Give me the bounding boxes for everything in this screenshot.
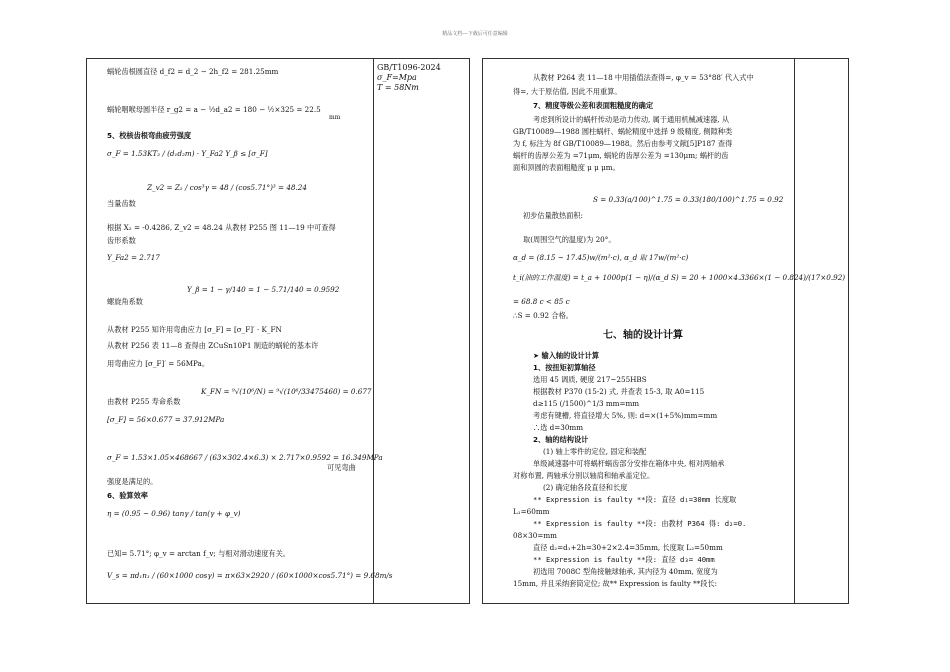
- formula: S = 0.33(a/100)^1.75 = 0.33(180/100)^1.75 = 0.92: [593, 195, 784, 204]
- text-line: 对称布置, 两轴承分别以轴肩和轴承盖定位。: [513, 471, 655, 480]
- text-line: 蜗轮齿根圆直径 d_f2 = d_2 − 2h_f2 = 281.25mm: [107, 67, 279, 76]
- formula: σ_F = 1.53×1.05×468667 / (63×302.4×6.3) × 2.717×0.9592 = 16.349MPa: [107, 453, 383, 462]
- text-line: 考虑有键槽, 将直径增大 5%, 则: d=×(1+5%)mm=mm: [533, 411, 718, 420]
- right-page: [482, 58, 849, 604]
- section-heading: 6、验算效率: [107, 491, 148, 500]
- side-notes: [377, 63, 467, 93]
- text-line: d≥115 (/1500)^1/3 mm=mm: [533, 399, 640, 408]
- formula: t_i(油的工作温度) = t_a + 1000p(1 − η)/(α_d S) = 20 + 1000×4.3366×(1 − 0.824)/(17×0.92): [513, 273, 846, 282]
- text-line: 初步估量散热面积:: [523, 211, 583, 220]
- page-header: 精品文档---下载后可任意编辑: [442, 31, 508, 37]
- text-line: ∴选 d=30mm: [533, 423, 584, 432]
- text-line: 根据 X₂ = -0.4286, Z_v2 = 48.24 从教材 P255 图 11—19 中可查得: [107, 223, 336, 232]
- text-line: 单级减速器中可将蜗杆蜗齿部分安排在箱体中央, 相对两轴承: [533, 459, 725, 468]
- text-line: ** Expression is faulty **段: 由教材 P364 得: d₂=0.: [533, 519, 747, 528]
- text-line: (2) 确定轴各段直径和长度: [543, 483, 628, 492]
- text-line: 初选用 7008C 型角接触球轴承, 其内径为 40mm, 宽度为: [533, 567, 718, 576]
- formula: = 68.8 c < 85 c: [513, 297, 570, 306]
- section-heading: 1、按扭矩初算轴径: [533, 363, 596, 372]
- formula: K_FN = ⁹√(10⁶/N) = ⁹√(10⁶/33475460) = 0.677: [201, 387, 372, 396]
- side-note: T = 58Nm: [377, 83, 419, 92]
- text-line: ** Expression is faulty **段: 直径 d₁=30mm 长度取: [533, 495, 737, 504]
- column-divider: [373, 59, 374, 603]
- text-line: 直径 d₂=d₁+2h=30+2×2.4=35mm, 长度取 L₂=50mm: [533, 543, 723, 552]
- section-heading: 5、校核齿根弯曲疲劳强度: [107, 131, 192, 140]
- text-line: 蜗杆的齿厚公差为 =71μm, 蜗轮的齿厚公差为 =130μm; 蜗杆的齿: [513, 151, 729, 160]
- text-line: 考虑到所设计的蜗杆传动是动力传动, 属于通用机械减速器, 从: [533, 115, 730, 124]
- text-line: 得=, 大于原估值, 因此不用重算。: [513, 87, 622, 96]
- text-line: 从教材 P255 知许用弯曲应力 [σ_F] = [σ_F]′ · K_FN: [107, 325, 282, 334]
- text-line: 强度是满足的。: [107, 477, 158, 486]
- text-line: 根据教材 P370 (15-2) 式, 并查表 15-3, 取 A0=115: [533, 387, 705, 396]
- text-line: mm: [329, 114, 341, 121]
- text-line: 15mm, 并且采纳套筒定位; 故** Expression is faulty **段长:: [513, 579, 718, 588]
- formula: V_s = πd₁n₁ / (60×1000 cosγ) = π×63×2920 / (60×1000×cos5.71°) = 9.68m/s: [107, 571, 393, 580]
- text-line: 螺旋角系数: [107, 297, 143, 306]
- text-line: ** Expression is faulty **段: 直径 d₃= 40mm: [533, 555, 715, 564]
- text-line: 选用 45 调质, 硬度 217~255HBS: [533, 375, 647, 384]
- text-line: 为 f, 标注为 8f GB/T10089—1988。然后由参考文献[5]P187 查得: [513, 139, 733, 148]
- formula: α_d = (8.15 ~ 17.45)w/(m²·c), α_d 取 17w/(m²·c): [513, 253, 689, 262]
- chapter-heading: 七、轴的设计计算: [603, 330, 683, 341]
- side-note: GB/T1096-2024: [377, 63, 441, 72]
- formula: Y_β = 1 − γ/140 = 1 − 5.71/140 = 0.9592: [187, 285, 340, 294]
- formula: [σ_F] = 56×0.677 = 37.912MPa: [107, 415, 225, 424]
- formula: Z_v2 = Z₂ / cos³γ = 48 / (cos5.71°)³ = 48.24: [147, 183, 307, 192]
- text-line: 可见弯曲: [327, 463, 356, 472]
- text-line: 蜗轮咽喉母圆半径 r_g2 = a − ½d_a2 = 180 − ½×325 = 22.5: [107, 105, 321, 114]
- side-note: σ_F=Mpa: [377, 73, 417, 82]
- section-heading: ➤ 输入轴的设计计算: [533, 351, 600, 360]
- text-line: 齿形系数: [107, 236, 136, 245]
- section-heading: 2、轴的结构设计: [533, 435, 589, 444]
- column-divider: [794, 59, 795, 603]
- text-line: L₁=60mm: [513, 507, 550, 516]
- text-line: 已知= 5.71°; φ_v = arctan f_v; 与相对滑动速度有关。: [107, 549, 290, 558]
- section-heading: 7、精度等级公差和表面粗糙度的确定: [533, 101, 654, 110]
- text-line: 面和顶圆的表面粗糙度 μ μ μm。: [513, 163, 620, 172]
- formula: σ_F = 1.53KT₂ / (d₁d₂m) · Y_Fa2 Y_β ≤ [σ_F]: [107, 149, 268, 158]
- text-line: (1) 轴上零件的定位, 固定和装配: [543, 447, 647, 456]
- text-line: 从教材 P264 表 11—18 中用插值法查得=, φ_v = 53°88′ 代入式中: [533, 73, 754, 82]
- formula: Y_Fa2 = 2.717: [107, 253, 160, 262]
- text-line: 取(周围空气的温度)为 20°。: [523, 235, 616, 244]
- text-line: 由教材 P255 寿命系数: [107, 397, 181, 406]
- formula: η = (0.95 ~ 0.96) tanγ / tan(γ + φ_v): [107, 509, 241, 518]
- text-line: 08×30=mm: [513, 531, 557, 540]
- text-line: GB/T10089—1988 圆柱蜗杆、蜗轮精度中选择 9 级精度, 侧隙种类: [513, 127, 733, 136]
- text-line: 用弯曲应力 [σ_F]′ = 56MPa。: [107, 359, 210, 368]
- text-line: 从教材 P256 表 11—8 查得由 ZCuSn10P1 制造的蜗轮的基本许: [107, 341, 319, 350]
- text-line: 当量齿数: [107, 199, 136, 208]
- text-line: ∴S = 0.92 合格。: [513, 311, 573, 320]
- left-page: [86, 58, 470, 604]
